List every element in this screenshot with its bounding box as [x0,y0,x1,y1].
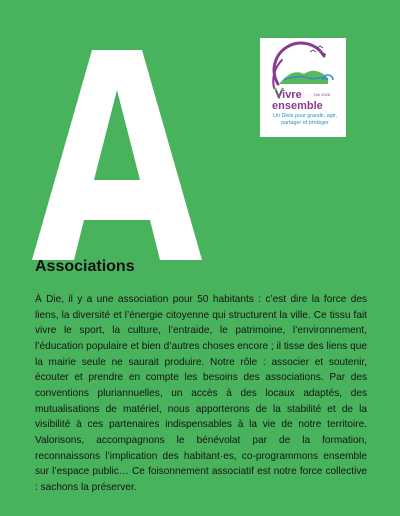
body-paragraph: À Die, il y a une association pour 50 habitants : c’est dire la force des liens, la diversité et l’énergie citoyenne qui structurent la ville. Ce tissu fait vivre le sport, la culture, l’entraide, le patrimoine, l’environnement, l’éducation populaire et bien d’autres choses encore ; il tisse des liens que la mairie seule ne saurait produire. Notre rôle : associer et soutenir, écouter et prendre en compte les besoins des associations. Par des conventions pluriannuelles, un accès à des locaux adaptés, des mutualisations de matériel, nous apporterons de la stabilité et de la visibilité à ces partenaires indispensables à la vie de notre territoire. Valorisons, accompagnons le bénévolat par de la formation, reconnaissons l’implication des habitant·es, co-programmons ensemble sur l’espace public… Ce foisonnement associatif est notre force collective : sachons la préserver. [35,294,367,493]
logo-word-vivre: Vivre [275,89,302,101]
logo-word-ensemble: ensemble [272,100,323,112]
logo-tagline: Un Diois pour grandir, agir, partager et protéger [273,113,337,126]
logo-since-label: Die 2026 [314,92,331,97]
vivre-ensemble-logo [260,38,346,137]
section-title: Associations [35,258,135,275]
big-letter-a [32,50,202,260]
